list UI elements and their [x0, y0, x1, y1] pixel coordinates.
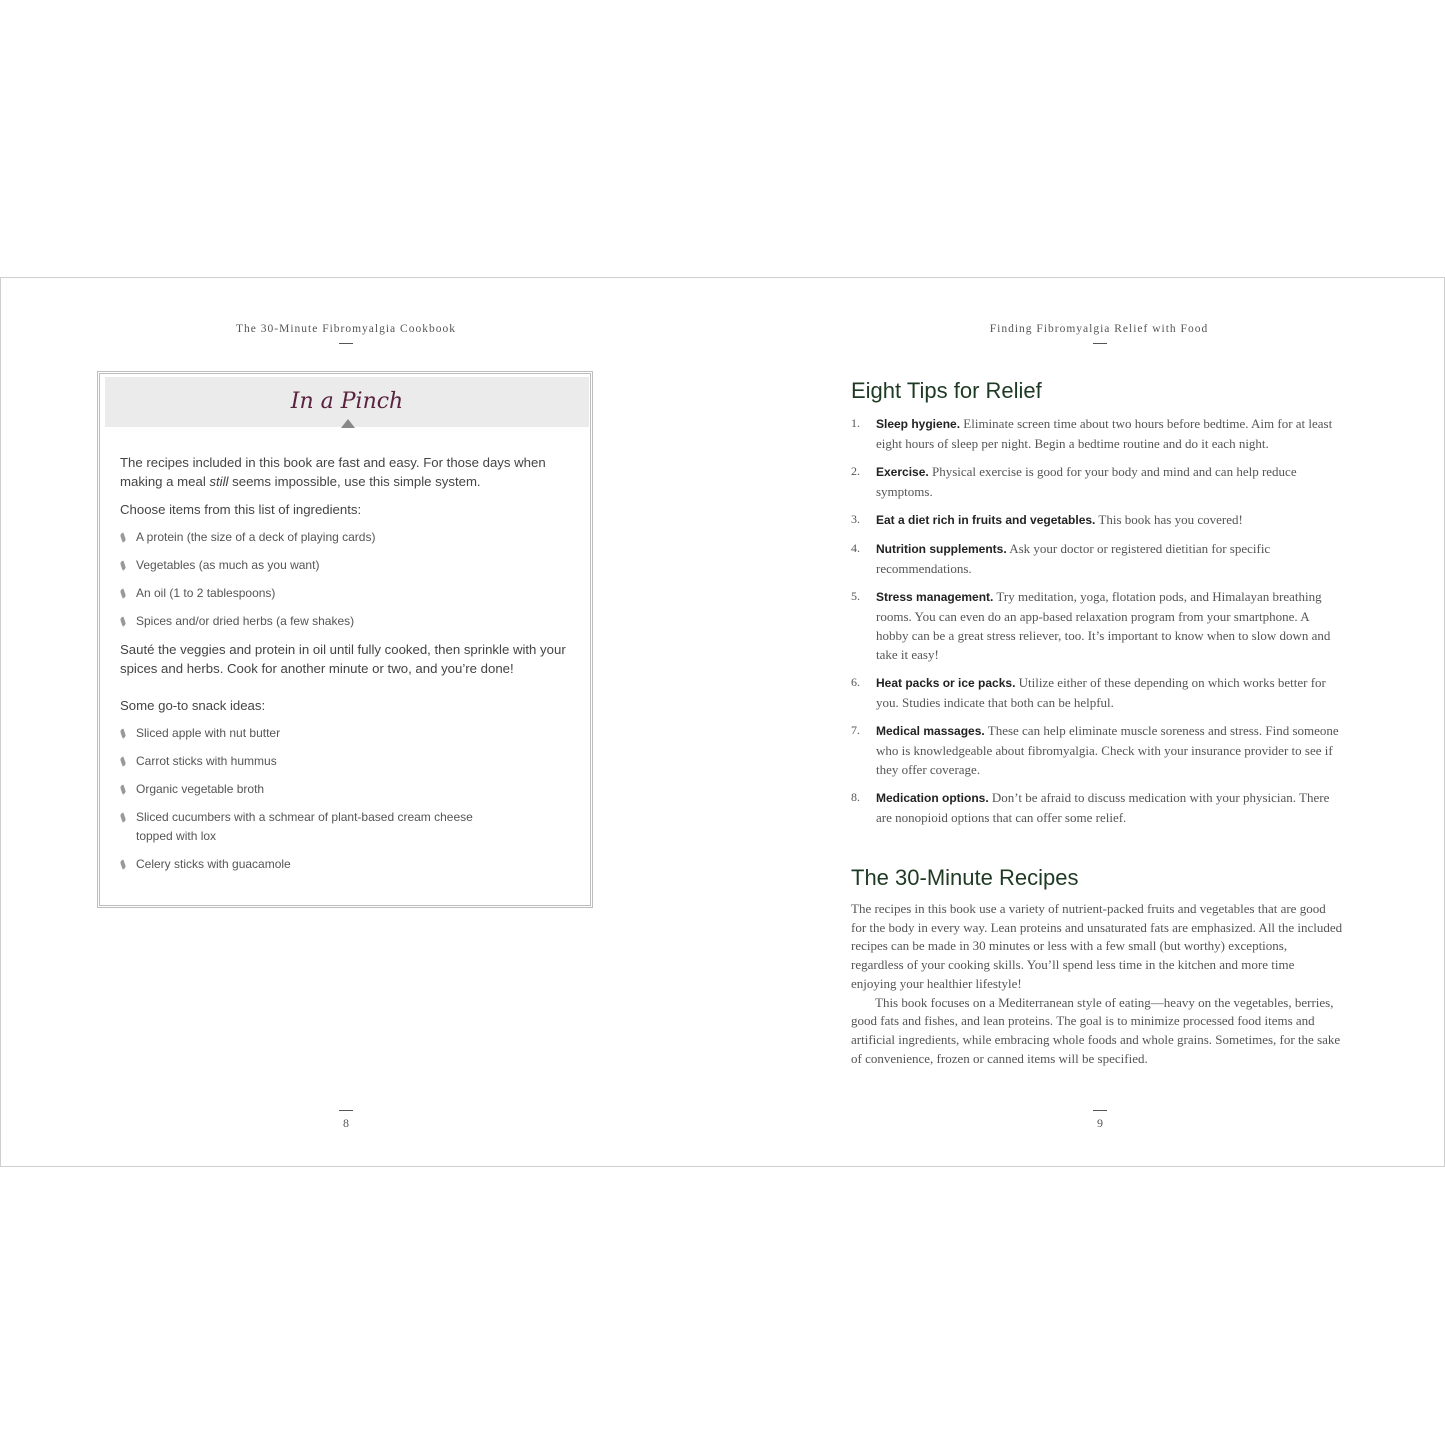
- right-page-number: 9: [1097, 1116, 1103, 1130]
- list-item: A protein (the size of a deck of playing cards): [120, 528, 580, 547]
- recipes-paragraph: The recipes in this book use a variety of nutrient-packed fruits and vegetables that are good for the body in every way. Lean proteins and unsaturated fats are emphasized. All the included recipes can be made in 30 minutes or less with a few small (but worthy) exceptions, regardless of your cooking skills. You’ll spend less time in the kitchen and more time enjoying your healthier lifestyle!: [851, 901, 1343, 991]
- list-item: 7. Medical massages. These can help eliminate muscle soreness and stress. Find someone who is knowledgeable about fibromyalgia. Check with your insurance provider to see if they offer coverage.: [851, 723, 1339, 777]
- sidebar-intro: The recipes included in this book are fast and easy. For those days when making a meal still seems impossible, use this simple system.: [120, 455, 546, 489]
- in-a-pinch-sidebar: [97, 371, 593, 908]
- list-item: Sliced cucumbers with a schmear of plant-based cream cheese topped with lox: [120, 808, 496, 846]
- list-item: Vegetables (as much as you want): [120, 556, 580, 575]
- ingredient-list: [120, 528, 580, 631]
- left-head-rule: [339, 343, 353, 344]
- book-spread: [0, 277, 1445, 1167]
- left-running-head: The 30-Minute Fibromyalgia Cookbook: [236, 323, 456, 335]
- sidebar-body: [120, 453, 580, 874]
- choose-label: Choose items from this list of ingredients:: [120, 502, 362, 517]
- list-item: Organic vegetable broth: [120, 780, 580, 799]
- recipes-heading: The 30-Minute Recipes: [851, 865, 1079, 890]
- list-item: 1. Sleep hygiene. Eliminate screen time about two hours before bedtime. Aim for at least eight hours of sleep per night. Begin a bedtime routine and do it each night.: [851, 416, 1333, 451]
- list-item: Sliced apple with nut butter: [120, 724, 580, 743]
- list-item: 5. Stress management. Try meditation, yoga, flotation pods, and Himalayan breathing rooms. You can even do an app-based relaxation program from your smartphone. A hobby can be a great stress reliever, too. It’s important to know when to slow down and take it easy!: [851, 589, 1331, 662]
- right-running-head: Finding Fibromyalgia Relief with Food: [989, 323, 1209, 335]
- list-item: Celery sticks with guacamole: [120, 855, 580, 874]
- recipes-body: [851, 900, 1343, 1068]
- list-item: 2. Exercise. Physical exercise is good for your body and mind and can help reduce symptoms.: [851, 464, 1297, 499]
- list-item: Spices and/or dried herbs (a few shakes): [120, 612, 580, 631]
- method-text: Sauté the veggies and protein in oil until fully cooked, then sprinkle with your spices and herbs. Cook for another minute or two, and you’re done!: [120, 642, 566, 676]
- list-item: Carrot sticks with hummus: [120, 752, 580, 771]
- list-item: 6. Heat packs or ice packs. Utilize either of these depending on which works better for you. Studies indicate that both can be helpful.: [851, 675, 1326, 710]
- leaf-bullet-icon: [120, 860, 127, 870]
- tips-heading: Eight Tips for Relief: [851, 378, 1042, 403]
- list-item: 8. Medication options. Don’t be afraid to discuss medication with your physician. There are nonopioid options that can offer some relief.: [851, 790, 1330, 825]
- sidebar-title: In a Pinch: [290, 389, 404, 414]
- leaf-bullet-icon: [120, 785, 127, 795]
- leaf-bullet-icon: [120, 757, 127, 767]
- list-item: 3. Eat a diet rich in fruits and vegetables. This book has you covered!: [851, 512, 1243, 527]
- leaf-bullet-icon: [120, 729, 127, 739]
- leaf-bullet-icon: [120, 589, 127, 599]
- list-item: 4. Nutrition supplements. Ask your doctor or registered dietitian for specific recommendations.: [851, 541, 1271, 576]
- right-foot-rule: [1093, 1110, 1107, 1111]
- left-foot-rule: [339, 1110, 353, 1111]
- tips-list: [851, 414, 1341, 836]
- banner-pointer-icon: [341, 419, 355, 428]
- snack-label: Some go-to snack ideas:: [120, 698, 266, 713]
- right-head-rule: [1093, 343, 1107, 344]
- left-page-number: 8: [343, 1116, 349, 1130]
- leaf-bullet-icon: [120, 813, 127, 823]
- list-item: An oil (1 to 2 tablespoons): [120, 584, 580, 603]
- snack-list: [120, 724, 580, 874]
- leaf-bullet-icon: [120, 617, 127, 627]
- leaf-bullet-icon: [120, 561, 127, 571]
- leaf-bullet-icon: [120, 533, 127, 543]
- recipes-paragraph: This book focuses on a Mediterranean style of eating—heavy on the vegetables, berries, good fats and fishes, and lean proteins. The goal is to minimize processed food items and artificial ingredients, while embracing whole foods and whole grains. Sometimes, for the sake of convenience, frozen or canned items will be specified.: [851, 994, 1341, 1066]
